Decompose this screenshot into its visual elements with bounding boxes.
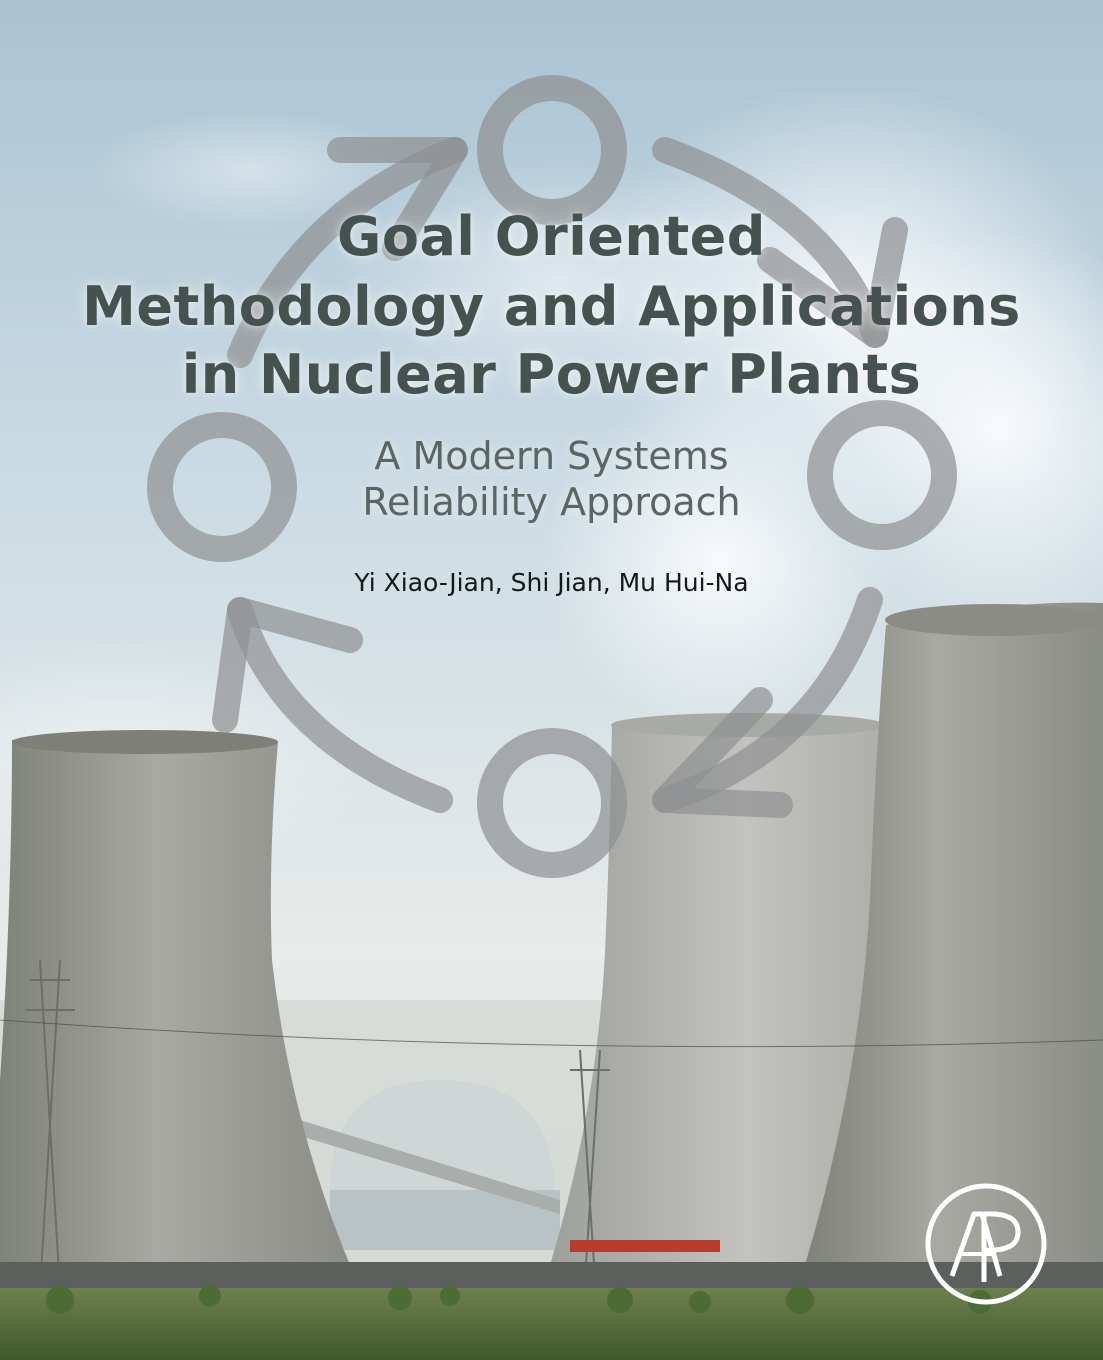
book-title-line-3: in Nuclear Power Plants (181, 343, 922, 406)
book-subtitle-line-1: A Modern Systems (374, 434, 729, 478)
book-title-line-2: Methodology and Applications (82, 275, 1021, 338)
book-title-line-1: Goal Oriented (337, 205, 766, 268)
book-subtitle-line-2: Reliability Approach (362, 480, 741, 524)
book-authors: Yi Xiao-Jian, Shi Jian, Mu Hui-Na (354, 568, 749, 597)
ap-circle-logo-icon (922, 1180, 1050, 1308)
